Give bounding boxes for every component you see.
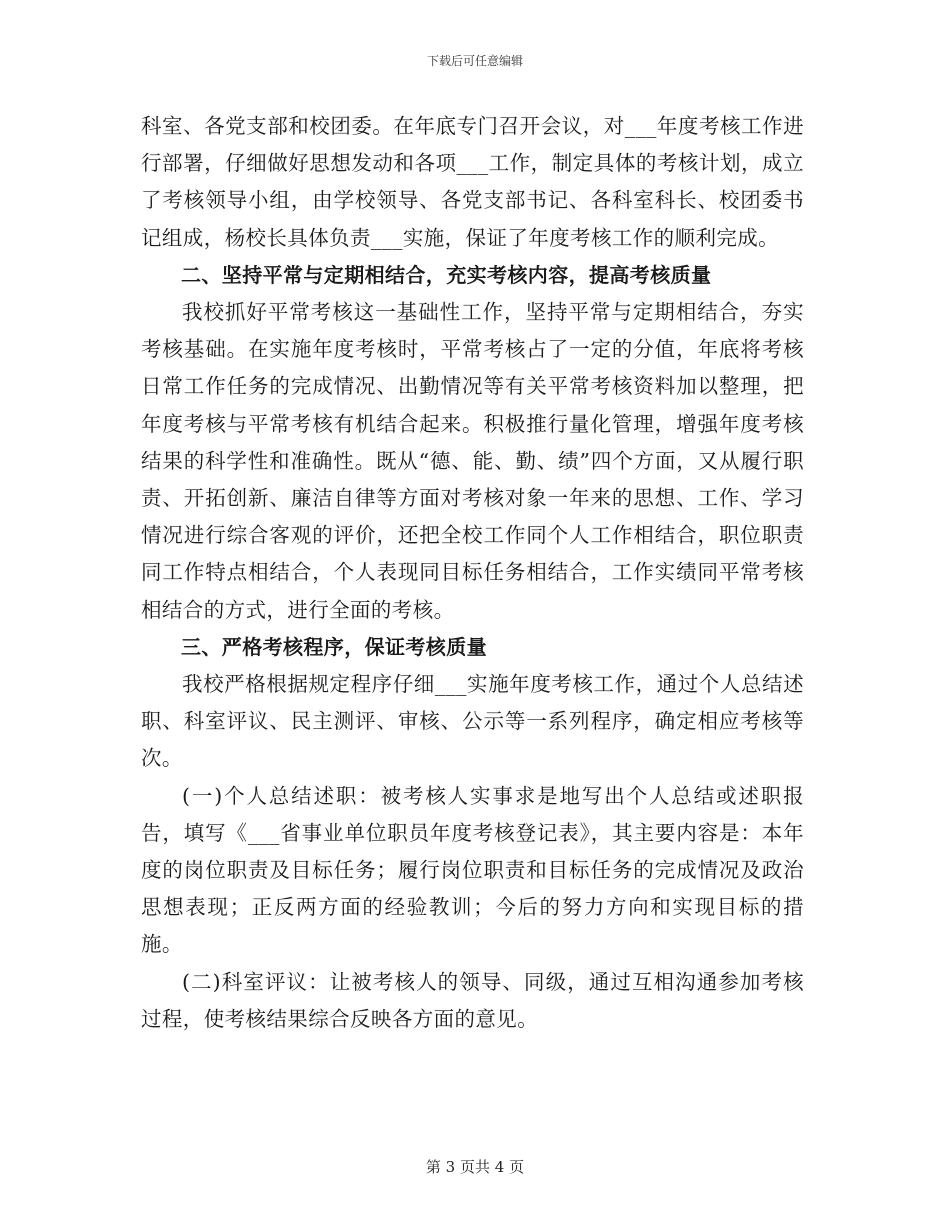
paragraph-sub-item-1: (一)个人总结述职：被考核人实事求是地写出个人总结或述职报告，填写《___省事业单位职员年度考核登记表》，其主要内容是：本年度的岗位职责及目标任务；履行岗位职责和目标任务的完成情况及政治思想表现；正反两方面的经验教训；今后的努力方向和实现目标的措施。 <box>141 783 804 957</box>
page-header: 下载后可任意编辑 <box>426 54 523 68</box>
section-heading-2: 二、坚持平常与定期相结合，充实考核内容，提高考核质量 <box>181 262 712 287</box>
document-body <box>141 108 804 1038</box>
paragraph-section-3-body: 我校严格根据规定程序仔细___实施年度考核工作，通过个人总结述职、科室评议、民主测评、审核、公示等一系列程序，确定相应考核等次。 <box>141 672 804 771</box>
page-footer: 第 3 页共 4 页 <box>425 1158 525 1176</box>
paragraph-section-2-body: 我校抓好平常考核这一基础性工作，坚持平常与定期相结合，夯实考核基础。在实施年度考核时，平常考核占了一定的分值，年底将考核日常工作任务的完成情况、出勤情况等有关平常考核资料加以整理，把年度考核与平常考核有机结合起来。积极推行量化管理，增强年度考核结果的科学性和准确性。既从“德、能、勤、绩”四个方面，又从履行职责、开拓创新、廉洁自律等方面对考核对象一年来的思想、工作、学习情况进行综合客观的评价，还把全校工作同个人工作相结合，职位职责同工作特点相结合，个人表现同目标任务相结合，工作实绩同平常考核相结合的方式，进行全面的考核。 <box>141 300 804 622</box>
paragraph-intro-continuation: 科室、各党支部和校团委。在年底专门召开会议，对___年度考核工作进行部署，仔细做好思想发动和各项___工作，制定具体的考核计划，成立了考核领导小组，由学校领导、各党支部书记、各科室科长、校团委书记组成，杨校长具体负责___实施，保证了年度考核工作的顺利完成。 <box>141 114 804 250</box>
paragraph-sub-item-2: (二)科室评议：让被考核人的领导、同级，通过互相沟通参加考核过程，使考核结果综合反映各方面的意见。 <box>141 969 804 1031</box>
section-heading-3: 三、严格考核程序，保证考核质量 <box>181 634 487 659</box>
